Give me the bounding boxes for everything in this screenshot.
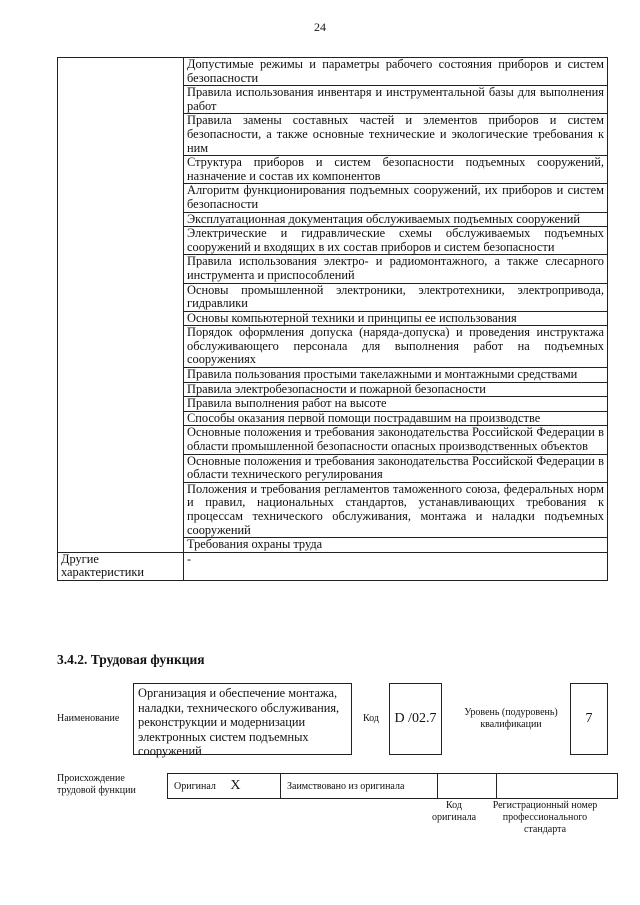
knowledge-item: Допустимые режимы и параметры рабочего состояния приборов и систем безопасности xyxy=(184,58,608,86)
page-number: 24 xyxy=(314,20,326,34)
other-characteristics-value: - xyxy=(184,552,608,580)
knowledge-item: Правила электробезопасности и пожарной безопасности xyxy=(184,382,608,397)
knowledge-item: Основные положения и требования законодательства Российской Федерации в области технического регулирования xyxy=(184,454,608,482)
code-box: D /02.7 xyxy=(389,683,442,755)
knowledge-item: Правила пользования простыми такелажными и монтажными средствами xyxy=(184,368,608,383)
knowledge-item: Алгоритм функционирования подъемных сооружений, их приборов и систем безопасности xyxy=(184,184,608,212)
knowledge-item: Электрические и гидравлические схемы обслуживаемых подъемных сооружений и входящих в их состав приборов и систем безопасности xyxy=(184,227,608,255)
borrowed-cell xyxy=(281,774,438,799)
function-name-box: Организация и обеспечение монтажа, наладки, технического обслуживания, реконструкции и модернизации электронных систем подъемных сооружений xyxy=(133,683,352,755)
table-row xyxy=(58,58,608,86)
knowledge-item: Эксплуатационная документация обслуживаемых подъемных сооружений xyxy=(184,212,608,227)
knowledge-item: Основные положения и требования законодательства Российской Федерации в области промышленной безопасности опасных производственных объектов xyxy=(184,426,608,454)
code-label: Код xyxy=(363,713,379,724)
knowledge-item: Положения и требования регламентов таможенного союза, федеральных норм и правил, национальных стандартов, устанавливающих требования к процессам технического обслуживания, монтажа и наладки подъемных сооружений xyxy=(184,482,608,537)
level-box: 7 xyxy=(570,683,608,755)
knowledge-item: Правила использования инвентаря и инструментальной базы для выполнения работ xyxy=(184,86,608,114)
level-label: Уровень (подуровень) квалификации xyxy=(464,707,558,730)
original-cell xyxy=(168,774,281,799)
knowledge-item: Правила выполнения работ на высоте xyxy=(184,397,608,412)
knowledge-item: Структура приборов и систем безопасности подъемных сооружений, назначение и состав их компонентов xyxy=(184,156,608,184)
knowledge-label-cell xyxy=(58,58,184,553)
reg-caption: Регистрационный номер профессионального стандарта xyxy=(492,800,598,835)
name-label: Наименование xyxy=(57,713,120,724)
knowledge-item: Требования охраны труда xyxy=(184,538,608,553)
knowledge-item: Правила замены составных частей и элементов приборов и систем безопасности, а также основные технические и экологические требования к ним xyxy=(184,114,608,156)
origin-table xyxy=(167,773,618,799)
knowledge-item: Правила использования электро- и радиомонтажного, а также слесарного инструмента и приспособлений xyxy=(184,255,608,283)
section-title: 3.4.2. Трудовая функция xyxy=(57,652,205,667)
knowledge-table xyxy=(57,57,608,581)
knowledge-item: Основы компьютерной техники и принципы ее использования xyxy=(184,311,608,326)
code-caption: Код оригинала xyxy=(431,800,477,823)
original-mark: X xyxy=(230,778,241,793)
knowledge-item: Основы промышленной электроники, электротехники, электропривода, гидравлики xyxy=(184,283,608,311)
original-label: Оригинал xyxy=(174,781,216,792)
borrowed-label: Заимствовано из оригинала xyxy=(287,780,405,792)
origin-code-cell xyxy=(438,774,497,799)
reg-number-cell xyxy=(497,774,618,799)
origin-label: Происхождение трудовой функции xyxy=(57,773,136,796)
other-characteristics-label: Другие характеристики xyxy=(58,552,184,580)
knowledge-item: Порядок оформления допуска (наряда-допуска) и проведения инструктажа обслуживающего персонала для выполнения работ на подъемных сооружениях xyxy=(184,326,608,368)
table-row xyxy=(58,552,608,580)
knowledge-item: Способы оказания первой помощи пострадавшим на производстве xyxy=(184,411,608,426)
